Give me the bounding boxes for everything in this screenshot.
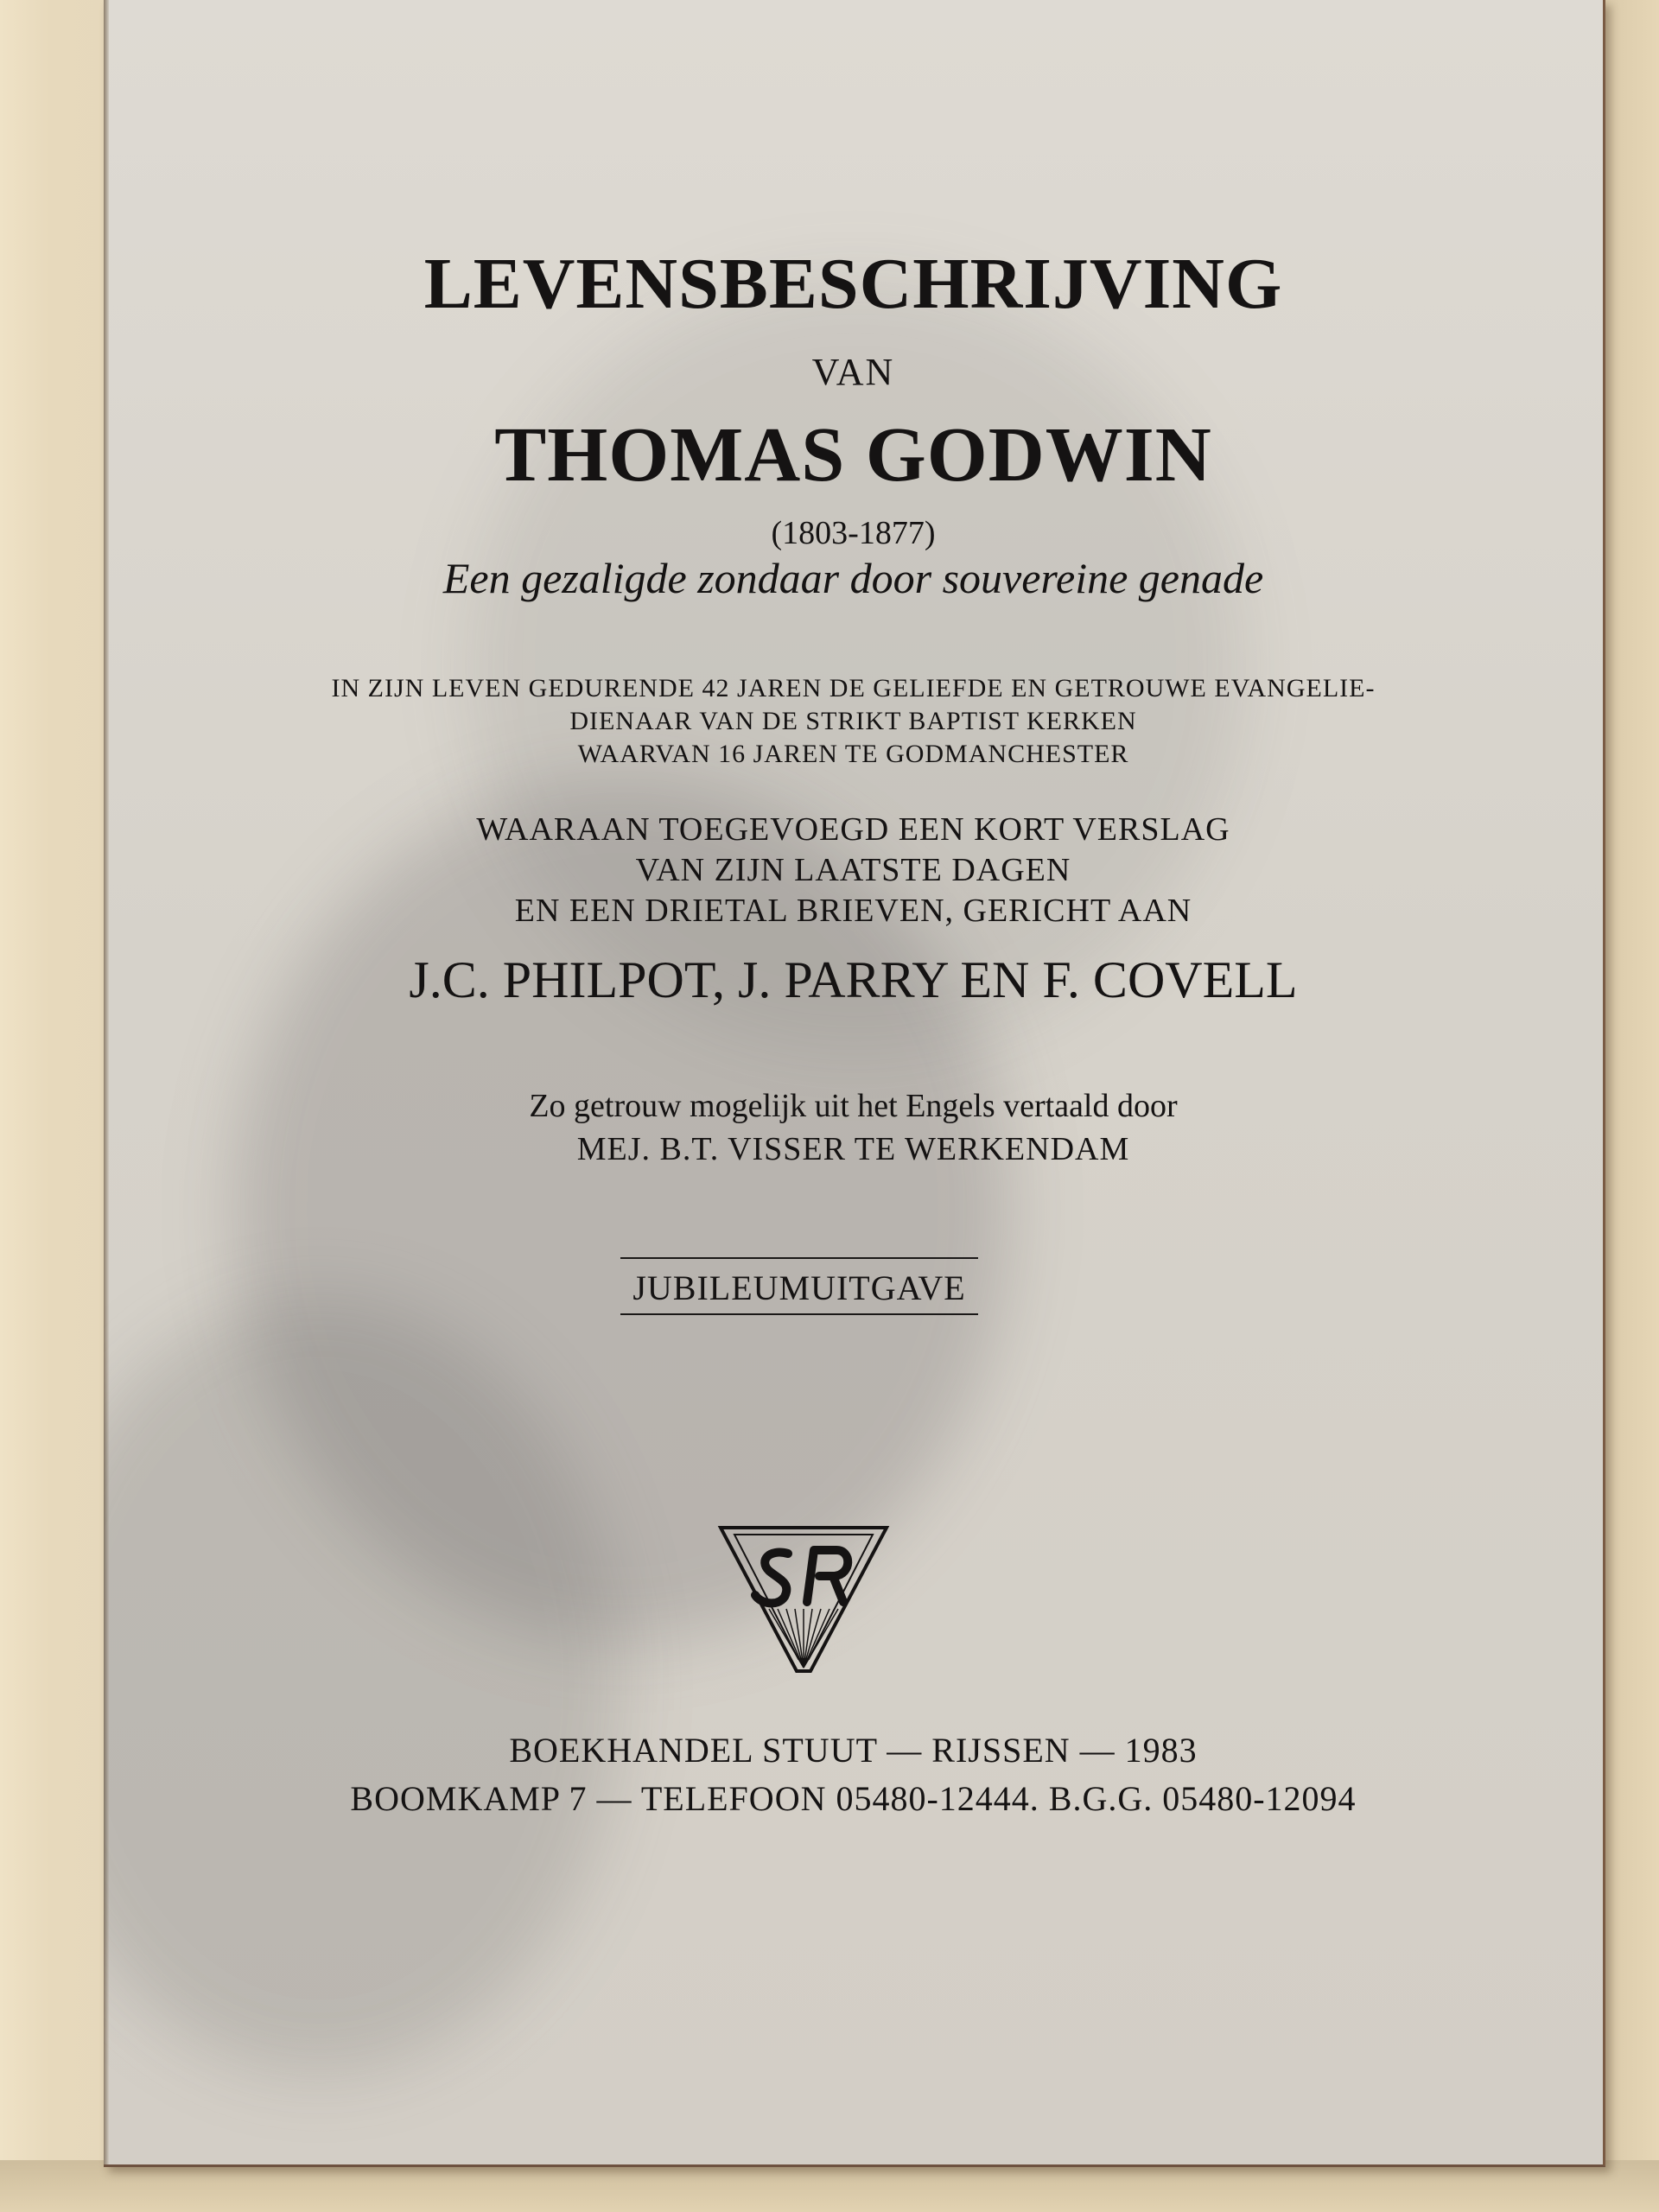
book-subtitle: Een gezaligde zondaar door souvereine genade	[442, 554, 1264, 602]
addition-line: VAN ZIJN LAATSTE DAGEN	[635, 852, 1071, 888]
edition-label: JUBILEUMUITGAVE	[620, 1257, 978, 1315]
sr-publisher-logo-icon	[717, 1522, 890, 1678]
translation-note: Zo getrouw mogelijk uit het Engels vertaald door	[529, 1088, 1178, 1124]
description-line: WAARVAN 16 JAREN TE GODMANCHESTER	[577, 740, 1129, 768]
addition-line: EN EEN DRIETAL BRIEVEN, GERICHT AAN	[514, 893, 1192, 929]
description-line: DIENAAR VAN DE STRIKT BAPTIST KERKEN	[569, 707, 1137, 735]
title-page-content	[104, 0, 1603, 2164]
author-name: THOMAS GODWIN	[494, 412, 1212, 498]
title-connector: VAN	[811, 351, 895, 393]
publisher-line: BOEKHANDEL STUUT — RIJSSEN — 1983	[509, 1731, 1198, 1770]
life-dates: (1803-1877)	[771, 515, 936, 551]
addition-line: WAARAAN TOEGEVOEGD EEN KORT VERSLAG	[476, 811, 1230, 848]
background-bottom-edge	[0, 2160, 1659, 2212]
translator-name: MEJ. B.T. VISSER TE WERKENDAM	[576, 1131, 1130, 1167]
book-title: LEVENSBESCHRIJVING	[423, 244, 1283, 324]
letter-recipients: J.C. PHILPOT, J. PARRY EN F. COVELL	[409, 951, 1298, 1008]
book-title-page	[104, 0, 1605, 2167]
publisher-address: BOOMKAMP 7 — TELEFOON 05480-12444. B.G.G. 05480-12094	[350, 1779, 1357, 1818]
description-line: IN ZIJN LEVEN GEDURENDE 42 JAREN DE GELIEFDE EN GETROUWE EVANGELIE-	[331, 674, 1376, 702]
